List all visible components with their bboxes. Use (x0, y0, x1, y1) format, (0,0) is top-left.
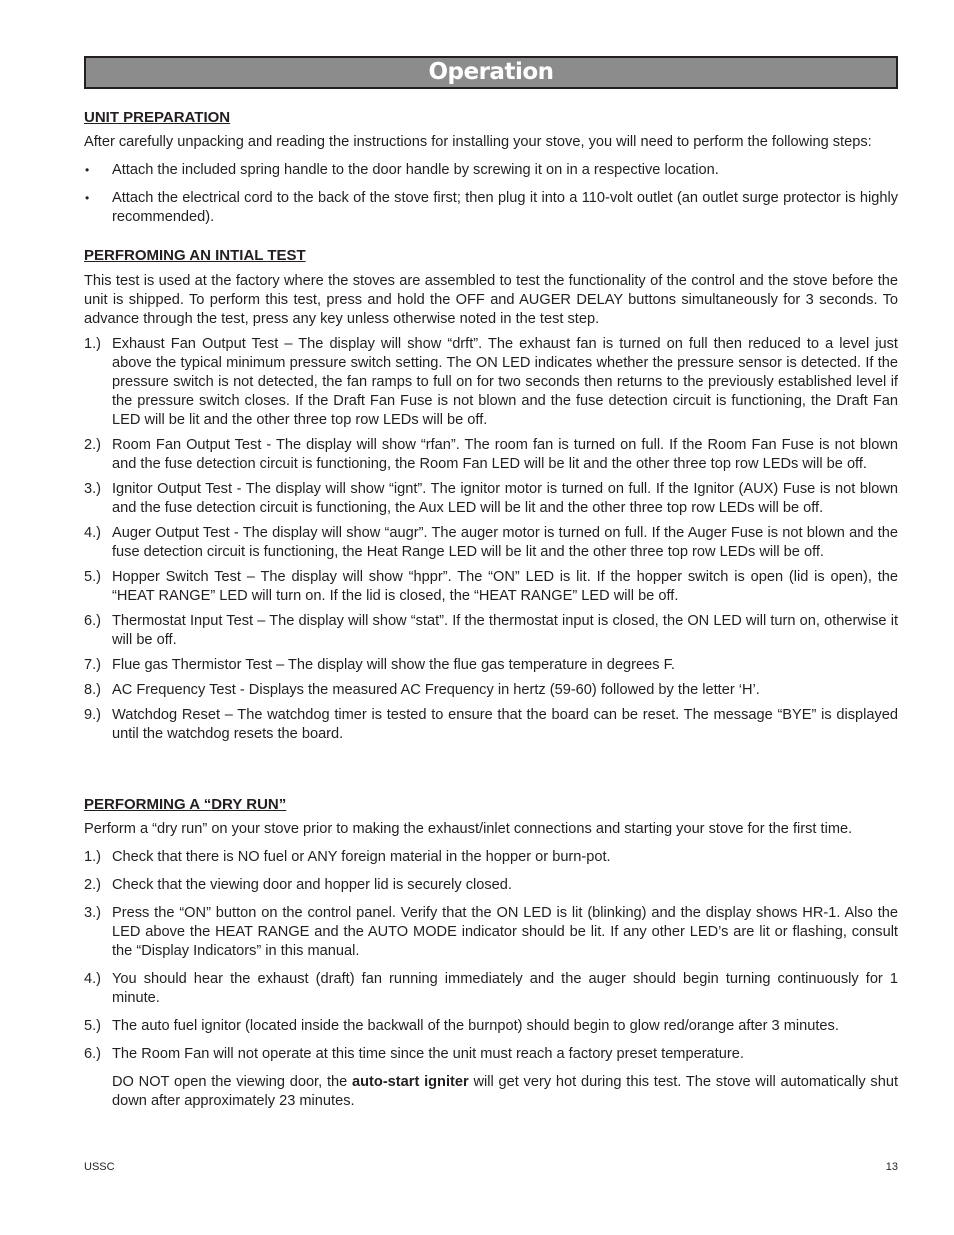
step-text: Hopper Switch Test – The display will show “hppr”. The “ON” LED is lit. If the hopper switch is open (lid is open), the “HEAT RANGE” LED will turn on. If the lid is closed, the “HEAT RANGE” LED will be off. (112, 569, 898, 604)
list-item (84, 970, 898, 1008)
list-item (84, 681, 898, 700)
step-text: Thermostat Input Test – The display will show “stat”. If the thermostat input is closed, the ON LED will turn on, otherwise it will be off. (112, 613, 898, 648)
step-number: 2.) (84, 877, 102, 893)
step-text: Flue gas Thermistor Test – The display will show the flue gas temperature in degrees F. (112, 657, 675, 673)
step-number: 6.) (84, 1046, 102, 1062)
step-number: 3.) (84, 481, 102, 497)
list-item (84, 568, 898, 606)
page-number: 13 (885, 1161, 898, 1173)
unit-preparation-heading: UNIT PREPARATION (84, 109, 231, 126)
list-item (84, 656, 898, 675)
step-text: Exhaust Fan Output Test – The display will show “drft”. The exhaust fan is turned on full then reduced to a level just above the typical minimum pressure switch setting. The ON LED indicates whether the pressure sensor is detected. If the pressure switch is not detected, the fan ramps to full on for two seconds then returns to the previously established level if the pressure switch closes. If the Draft Fan Fuse is not blown and the fuse detection circuit is functioning, the Draft Fan LED will be lit and the other three top row LEDs will be off. (112, 336, 898, 428)
step-number: 5.) (84, 569, 102, 585)
step-text: The Room Fan will not operate at this time since the unit must reach a factory preset temperature. (112, 1046, 744, 1062)
step-number: 9.) (84, 707, 102, 723)
step-number: 4.) (84, 525, 102, 541)
list-item (84, 1045, 898, 1064)
list-item (84, 904, 898, 961)
note-text-before: DO NOT open the viewing door, the (112, 1074, 353, 1090)
note-text-after: will get very hot during this test. The stove will automatically shut down after approximately 23 minutes. (112, 1074, 898, 1109)
step-number: 4.) (84, 971, 102, 987)
list-item (84, 706, 898, 744)
step-text: Room Fan Output Test - The display will show “rfan”. The room fan is turned on full. If the Room Fan Fuse is not blown and the fuse detection circuit is functioning, the Room Fan LED will be lit and the other three top row LEDs will be off. (112, 437, 898, 472)
list-item (84, 480, 898, 518)
step-number: 3.) (84, 905, 102, 921)
list-item (84, 524, 898, 562)
list-item (84, 1017, 898, 1036)
dry-run-heading: PERFORMING A “DRY RUN” (84, 796, 287, 813)
step-number: 1.) (84, 336, 102, 352)
step-text: The auto fuel ignitor (located inside the backwall of the burnpot) should begin to glow red/orange after 3 minutes. (112, 1018, 839, 1034)
step-text: Auger Output Test - The display will show “augr”. The auger motor is turned on full. If the Auger Fuse is not blown and the fuse detection circuit is functioning, the Heat Range LED will be lit and the other three top row LEDs will be off. (112, 525, 898, 560)
list-item (84, 436, 898, 474)
bullet-marker: • (85, 191, 90, 205)
footer-left: USSC (84, 1161, 115, 1173)
bullet-text: Attach the included spring handle to the door handle by screwing it on in a respective location. (112, 162, 719, 178)
step-text: Watchdog Reset – The watchdog timer is tested to ensure that the board can be reset. The message “BYE” is displayed until the watchdog resets the board. (112, 707, 898, 742)
note-text-bold: auto-start igniter (352, 1074, 469, 1090)
initial-test-intro: This test is used at the factory where the stoves are assembled to test the functionality of the control and the stove before the unit is shipped. To perform this test, press and hold the OFF and AUGER DELAY buttons simultaneously for 3 seconds. To advance through the test, press any key unless otherwise noted in the test step. (84, 273, 898, 327)
step-number: 5.) (84, 1018, 102, 1034)
step-text: You should hear the exhaust (draft) fan running immediately and the auger should begin turning continuously for 1 minute. (112, 971, 898, 1006)
step-number: 8.) (84, 682, 102, 698)
step-number: 6.) (84, 613, 102, 629)
list-item (84, 161, 898, 180)
list-item (84, 612, 898, 650)
banner-title: Operation (428, 59, 554, 85)
dry-run-intro: Perform a “dry run” on your stove prior to making the exhaust/inlet connections and starting your stove for the first time. (84, 821, 853, 837)
list-item (84, 876, 898, 895)
unit-preparation-intro: After carefully unpacking and reading the instructions for installing your stove, you will need to perform the following steps: (84, 134, 872, 150)
page-content (84, 56, 898, 1111)
bullet-marker: • (85, 163, 90, 177)
step-number: 7.) (84, 657, 102, 673)
step-number: 1.) (84, 849, 102, 865)
step-number: 2.) (84, 437, 102, 453)
initial-test-heading: PERFROMING AN INTIAL TEST (84, 247, 306, 264)
step-text: Press the “ON” button on the control panel. Verify that the ON LED is lit (blinking) and the display shows HR-1. Also the LED above the HEAT RANGE and the AUTO MODE indicator should be lit. If any other LED’s are lit or flashing, consult the “Display Indicators” in this manual. (112, 905, 898, 959)
bullet-text: Attach the electrical cord to the back of the stove first; then plug it into a 110-volt outlet (an outlet surge protector is highly recommended). (112, 190, 898, 225)
step-text: AC Frequency Test - Displays the measured AC Frequency in hertz (59-60) followed by the letter ‘H’. (112, 682, 760, 698)
list-item (84, 189, 898, 227)
section-banner (84, 56, 898, 89)
list-item (84, 335, 898, 430)
step-text: Ignitor Output Test - The display will show “ignt”. The ignitor motor is turned on full. If the Ignitor (AUX) Fuse is not blown and the fuse detection circuit is functioning, the Aux LED will be lit and the other three top row LEDs will be off. (112, 481, 898, 516)
dry-run-note (84, 1073, 898, 1111)
step-text: Check that the viewing door and hopper lid is securely closed. (112, 877, 512, 893)
step-text: Check that there is NO fuel or ANY foreign material in the hopper or burn-pot. (112, 849, 611, 865)
list-item (84, 848, 898, 867)
